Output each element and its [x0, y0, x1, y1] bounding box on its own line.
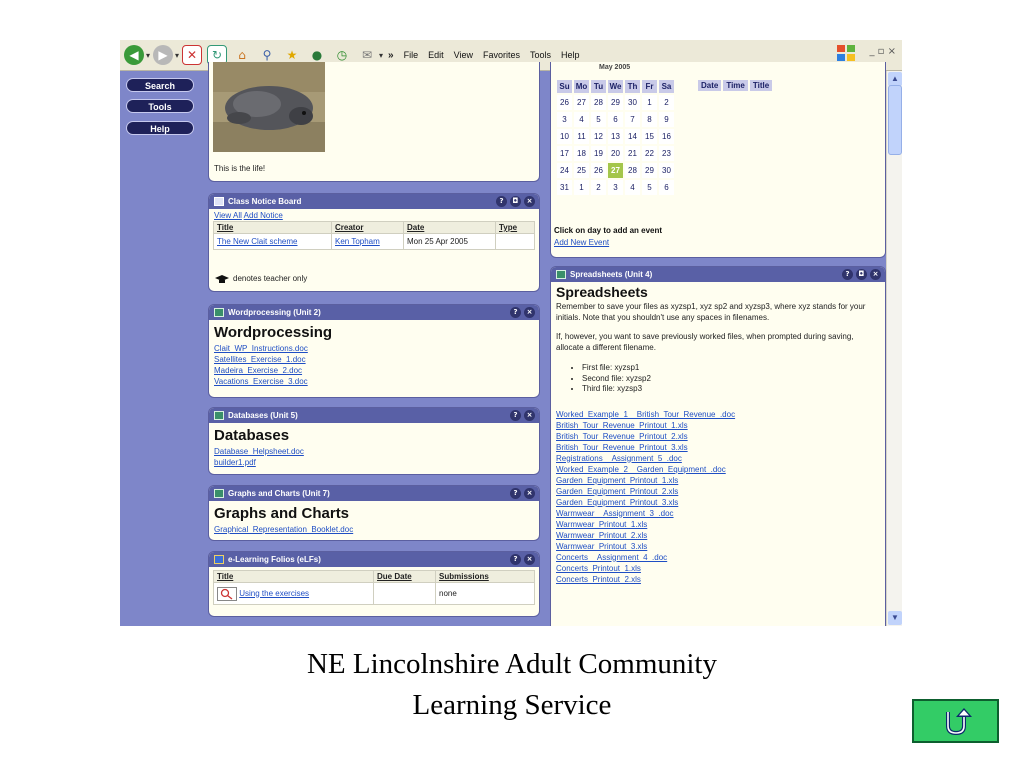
file-link[interactable]: Satellites_Exercise_1.doc — [214, 355, 306, 364]
menu-help[interactable]: Help — [561, 50, 580, 60]
caption-line-2: Learning Service — [412, 689, 612, 721]
wordprocessing-title: Wordprocessing (Unit 2) — [228, 308, 321, 317]
teacher-legend — [215, 274, 307, 285]
wordprocessing-heading: Wordprocessing — [214, 324, 333, 341]
maximize-icon[interactable]: ◘ — [510, 196, 521, 207]
calendar-day[interactable]: 13 — [608, 129, 623, 144]
calendar-day[interactable]: 19 — [591, 146, 606, 161]
table-row — [214, 583, 535, 605]
col-title[interactable]: Title — [214, 571, 374, 583]
calendar-day[interactable]: 5 — [642, 180, 657, 195]
folio-icon — [214, 555, 224, 564]
help-icon[interactable]: ? — [510, 307, 521, 318]
windows-logo-icon — [836, 44, 856, 62]
notice-board-title: Class Notice Board — [228, 197, 302, 206]
calendar-day[interactable]: 28 — [625, 163, 640, 178]
nav-search-button[interactable]: Search — [126, 78, 194, 92]
file-link[interactable]: Warmwear_Printout_1.xls — [556, 519, 648, 529]
return-button[interactable] — [912, 699, 999, 743]
weekday-header: Sa — [659, 80, 674, 93]
file-link[interactable]: Garden_Equipment_Printout_2.xls — [556, 486, 679, 496]
calendar-month-label: May 2005 — [599, 64, 631, 71]
file-link[interactable]: Worked_Example_1__British_Tour_Revenue_.doc — [556, 409, 736, 419]
weekday-header: We — [609, 82, 622, 91]
weekday-header: Th — [625, 80, 640, 93]
graphs-title: Graphs and Charts (Unit 7) — [228, 489, 330, 498]
col-type[interactable]: Type — [496, 222, 535, 234]
file-link[interactable]: builder1.pdf — [214, 458, 256, 467]
calendar-day[interactable]: 2 — [591, 180, 606, 195]
calendar-day[interactable]: 27 — [574, 95, 589, 110]
back-icon[interactable]: ◀ — [124, 45, 144, 65]
calendar-day[interactable]: 12 — [591, 129, 606, 144]
graphs-heading: Graphs and Charts — [214, 505, 350, 522]
calendar-day[interactable]: 11 — [574, 129, 589, 144]
help-icon[interactable]: ? — [510, 554, 521, 565]
refresh-icon[interactable]: ↻ — [207, 45, 227, 65]
calendar-day[interactable]: 25 — [574, 163, 589, 178]
file-link[interactable]: Clait_WP_Instructions.doc — [214, 344, 308, 353]
list-item: • First file: xyzsp1 — [582, 363, 880, 374]
table-row — [214, 234, 535, 250]
file-link[interactable]: British_Tour_Revenue_Printout_2.xls — [556, 431, 688, 441]
close-icon[interactable]: × — [524, 196, 535, 207]
folio-due-date — [374, 583, 436, 605]
notice-board-header — [209, 194, 539, 209]
col-due-date[interactable]: Due Date — [374, 571, 436, 583]
calendar-day[interactable]: 9 — [659, 112, 674, 127]
calendar-day[interactable]: 29 — [642, 163, 657, 178]
menu-tools[interactable]: Tools — [530, 50, 552, 60]
file-link[interactable]: Database_Helpsheet.doc — [214, 447, 304, 456]
file-link[interactable]: Graphical_Representation_Booklet.doc — [214, 525, 354, 534]
file-link[interactable]: Concerts_Printout_1.xls — [556, 563, 641, 573]
spreadsheets-para-1: Remember to save your files as xyzsp1, xyz sp2 and xyzsp3, where xyz stands for your initials. Note that you shouldn't use any spaces in filenames. — [556, 302, 866, 322]
folios-header — [209, 552, 539, 567]
calendar-day[interactable]: 7 — [625, 112, 640, 127]
menu-favorites[interactable]: Favorites — [483, 50, 521, 60]
grid-icon — [556, 270, 566, 279]
seal-photo — [213, 62, 325, 152]
events-header — [698, 80, 774, 91]
grid-icon — [214, 489, 224, 498]
help-icon[interactable]: ? — [496, 196, 507, 207]
graphs-header — [209, 486, 539, 501]
nav-tools-button[interactable]: Tools — [126, 99, 194, 113]
folio-title-link[interactable]: Using the exercises — [239, 588, 310, 598]
magnifier-icon — [217, 587, 237, 601]
grid-icon — [214, 308, 224, 317]
calendar-day[interactable]: 8 — [642, 112, 657, 127]
file-link[interactable]: British_Tour_Revenue_Printout_3.xls — [556, 442, 688, 452]
calendar-day[interactable]: 5 — [591, 112, 606, 127]
file-link[interactable]: Registrations__Assignment_5_.doc — [556, 453, 682, 463]
databases-panel — [208, 407, 540, 475]
photo-panel — [208, 62, 540, 182]
search-icon[interactable]: ⚲ — [262, 48, 272, 62]
event-col-time: Time — [723, 80, 748, 91]
notice-type — [496, 234, 535, 250]
file-link[interactable]: Concerts__Assignment_4_.doc — [556, 552, 668, 562]
spreadsheets-para-2: If, however, you want to save previously worked files, when prompted during saving, allocate a different filename. — [556, 332, 854, 352]
calendar-day[interactable]: 30 — [625, 95, 640, 110]
calendar-day[interactable]: 1 — [642, 95, 657, 110]
maximize-icon[interactable]: ◘ — [856, 269, 867, 280]
calendar-day[interactable]: 17 — [557, 146, 572, 161]
stop-icon[interactable]: ✕ — [182, 45, 202, 65]
folio-submissions: none — [436, 583, 535, 605]
file-link[interactable]: Garden_Equipment_Printout_3.xls — [556, 497, 679, 507]
close-icon[interactable]: × — [524, 410, 535, 421]
forward-dropdown-icon[interactable]: ▾ — [175, 50, 180, 60]
databases-title: Databases (Unit 5) — [228, 411, 298, 420]
col-date[interactable]: Date — [404, 222, 496, 234]
calendar-day[interactable]: 23 — [659, 146, 674, 161]
calendar-hint: Click on day to add an event — [554, 226, 663, 235]
filename-list — [556, 363, 880, 395]
folios-table — [213, 570, 535, 605]
col-creator[interactable]: Creator — [332, 222, 404, 234]
calendar-day[interactable]: 4 — [625, 180, 640, 195]
calendar-day[interactable]: 31 — [557, 180, 572, 195]
window-controls[interactable]: _ ▫ × — [869, 46, 896, 57]
calendar-day[interactable]: 24 — [557, 163, 572, 178]
mail-dropdown-icon[interactable]: ▾ — [379, 50, 384, 60]
calendar-day[interactable]: 16 — [659, 129, 674, 144]
notice-title-link[interactable]: The New Clait scheme — [217, 237, 298, 246]
folios-panel — [208, 551, 540, 617]
calendar-day[interactable]: 21 — [625, 146, 640, 161]
scroll-thumb[interactable] — [888, 85, 902, 155]
file-link[interactable]: Concerts_Printout_2.xls — [556, 574, 641, 584]
event-col-date: Date — [698, 80, 721, 91]
notice-board-panel — [208, 193, 540, 292]
weekday-header: Mo — [575, 82, 588, 91]
mail-icon[interactable]: ✉ — [362, 48, 373, 62]
spreadsheets-header — [551, 267, 885, 282]
wordprocessing-header — [209, 305, 539, 320]
home-icon[interactable]: ⌂ — [238, 48, 246, 62]
help-icon[interactable]: ? — [510, 488, 521, 499]
forward-icon[interactable]: ▶ — [153, 45, 173, 65]
close-icon[interactable]: × — [524, 554, 535, 565]
file-link[interactable]: Warmwear_Printout_2.xls — [556, 530, 648, 540]
help-icon[interactable]: ? — [510, 410, 521, 421]
history-icon[interactable]: ◷ — [336, 48, 348, 62]
list-item: • Second file: xyzsp2 — [582, 374, 880, 385]
add-event-link[interactable]: Add New Event — [554, 238, 610, 247]
nav-help-button[interactable]: Help — [126, 121, 194, 135]
back-dropdown-icon[interactable]: ▾ — [146, 50, 151, 60]
screenshot — [120, 40, 902, 626]
close-icon[interactable]: × — [524, 307, 535, 318]
weekday-header: Fr — [642, 80, 657, 93]
folios-title: e-Learning Folios (eLFs) — [228, 555, 321, 564]
calendar-day[interactable]: 14 — [625, 129, 640, 144]
media-icon[interactable]: ● — [311, 48, 323, 62]
calendar-day[interactable]: 10 — [557, 129, 572, 144]
event-col-title: Title — [750, 80, 772, 91]
help-icon[interactable]: ? — [842, 269, 853, 280]
vertical-scrollbar[interactable] — [886, 71, 902, 626]
calendar-day[interactable]: 28 — [591, 95, 606, 110]
calendar-day[interactable]: 6 — [608, 112, 623, 127]
col-submissions[interactable]: Submissions — [436, 571, 535, 583]
spreadsheets-panel — [550, 266, 886, 626]
calendar-day[interactable]: 27 — [608, 163, 623, 178]
calendar-day[interactable]: 3 — [557, 112, 572, 127]
calendar-day[interactable]: 30 — [659, 163, 674, 178]
close-icon[interactable]: × — [870, 269, 881, 280]
photo-caption: This is the life! — [214, 164, 266, 173]
favorites-icon[interactable]: ★ — [286, 48, 298, 62]
view-all-link[interactable]: View All — [214, 211, 242, 220]
calendar-day[interactable]: 26 — [557, 95, 572, 110]
scroll-up-icon[interactable]: ▲ — [888, 72, 902, 86]
spreadsheet-links — [556, 409, 880, 585]
file-link[interactable]: Madeira_Exercise_2.doc — [214, 366, 303, 375]
databases-heading: Databases — [214, 427, 290, 444]
notice-board-icon — [214, 197, 224, 206]
calendar-day[interactable]: 2 — [659, 95, 674, 110]
file-link[interactable]: Warmwear__Assignment_3_.doc — [556, 508, 674, 518]
file-link[interactable]: British_Tour_Revenue_Printout_1.xls — [556, 420, 688, 430]
wordprocessing-panel — [208, 304, 540, 398]
calendar-day[interactable]: 4 — [574, 112, 589, 127]
calendar-day[interactable]: 3 — [608, 180, 623, 195]
weekday-header: Su — [557, 80, 572, 93]
calendar-panel — [550, 62, 886, 258]
weekday-header: Tu — [591, 80, 606, 93]
grid-icon — [214, 411, 224, 420]
menu-file[interactable]: File — [403, 50, 419, 60]
notice-creator-link[interactable]: Ken Topham — [335, 237, 380, 246]
mortarboard-icon — [215, 275, 229, 284]
menu-edit[interactable]: Edit — [428, 50, 444, 60]
calendar-day[interactable]: 26 — [591, 163, 606, 178]
calendar-day[interactable]: 22 — [642, 146, 657, 161]
notice-date: Mon 25 Apr 2005 — [404, 234, 496, 250]
file-link[interactable]: Warmwear_Printout_3.xls — [556, 541, 648, 551]
calendar-day[interactable]: 6 — [659, 180, 674, 195]
notice-table — [213, 221, 535, 250]
calendar-day[interactable]: 20 — [608, 146, 623, 161]
file-link[interactable]: Vacations_Exercise_3.doc — [214, 377, 308, 386]
menu-view[interactable]: View — [453, 50, 473, 60]
close-icon[interactable]: × — [524, 488, 535, 499]
caption-line-1: NE Lincolnshire Adult Community — [306, 648, 717, 680]
u-turn-arrow-icon — [939, 706, 973, 736]
add-notice-link[interactable]: Add Notice — [243, 211, 283, 220]
calendar-day[interactable]: 15 — [642, 129, 657, 144]
calendar-day[interactable]: 29 — [608, 95, 623, 110]
spreadsheets-heading: Spreadsheets — [556, 284, 648, 300]
databases-header — [209, 408, 539, 423]
calendar-day[interactable]: 18 — [574, 146, 589, 161]
scroll-down-icon[interactable]: ▼ — [888, 611, 902, 625]
file-link[interactable]: Worked_Example_2__Garden_Equipment_.doc — [556, 464, 726, 474]
file-link[interactable]: Garden_Equipment_Printout_1.xls — [556, 475, 679, 485]
graphs-panel — [208, 485, 540, 541]
spreadsheets-title: Spreadsheets (Unit 4) — [570, 270, 653, 279]
calendar-day[interactable]: 1 — [574, 180, 589, 195]
list-item: • Third file: xyzsp3 — [582, 384, 880, 395]
calendar-grid — [555, 78, 676, 197]
legend-text: denotes teacher only — [233, 274, 308, 283]
toolbar-chevron[interactable]: » — [388, 49, 394, 61]
col-title[interactable]: Title — [214, 222, 332, 234]
